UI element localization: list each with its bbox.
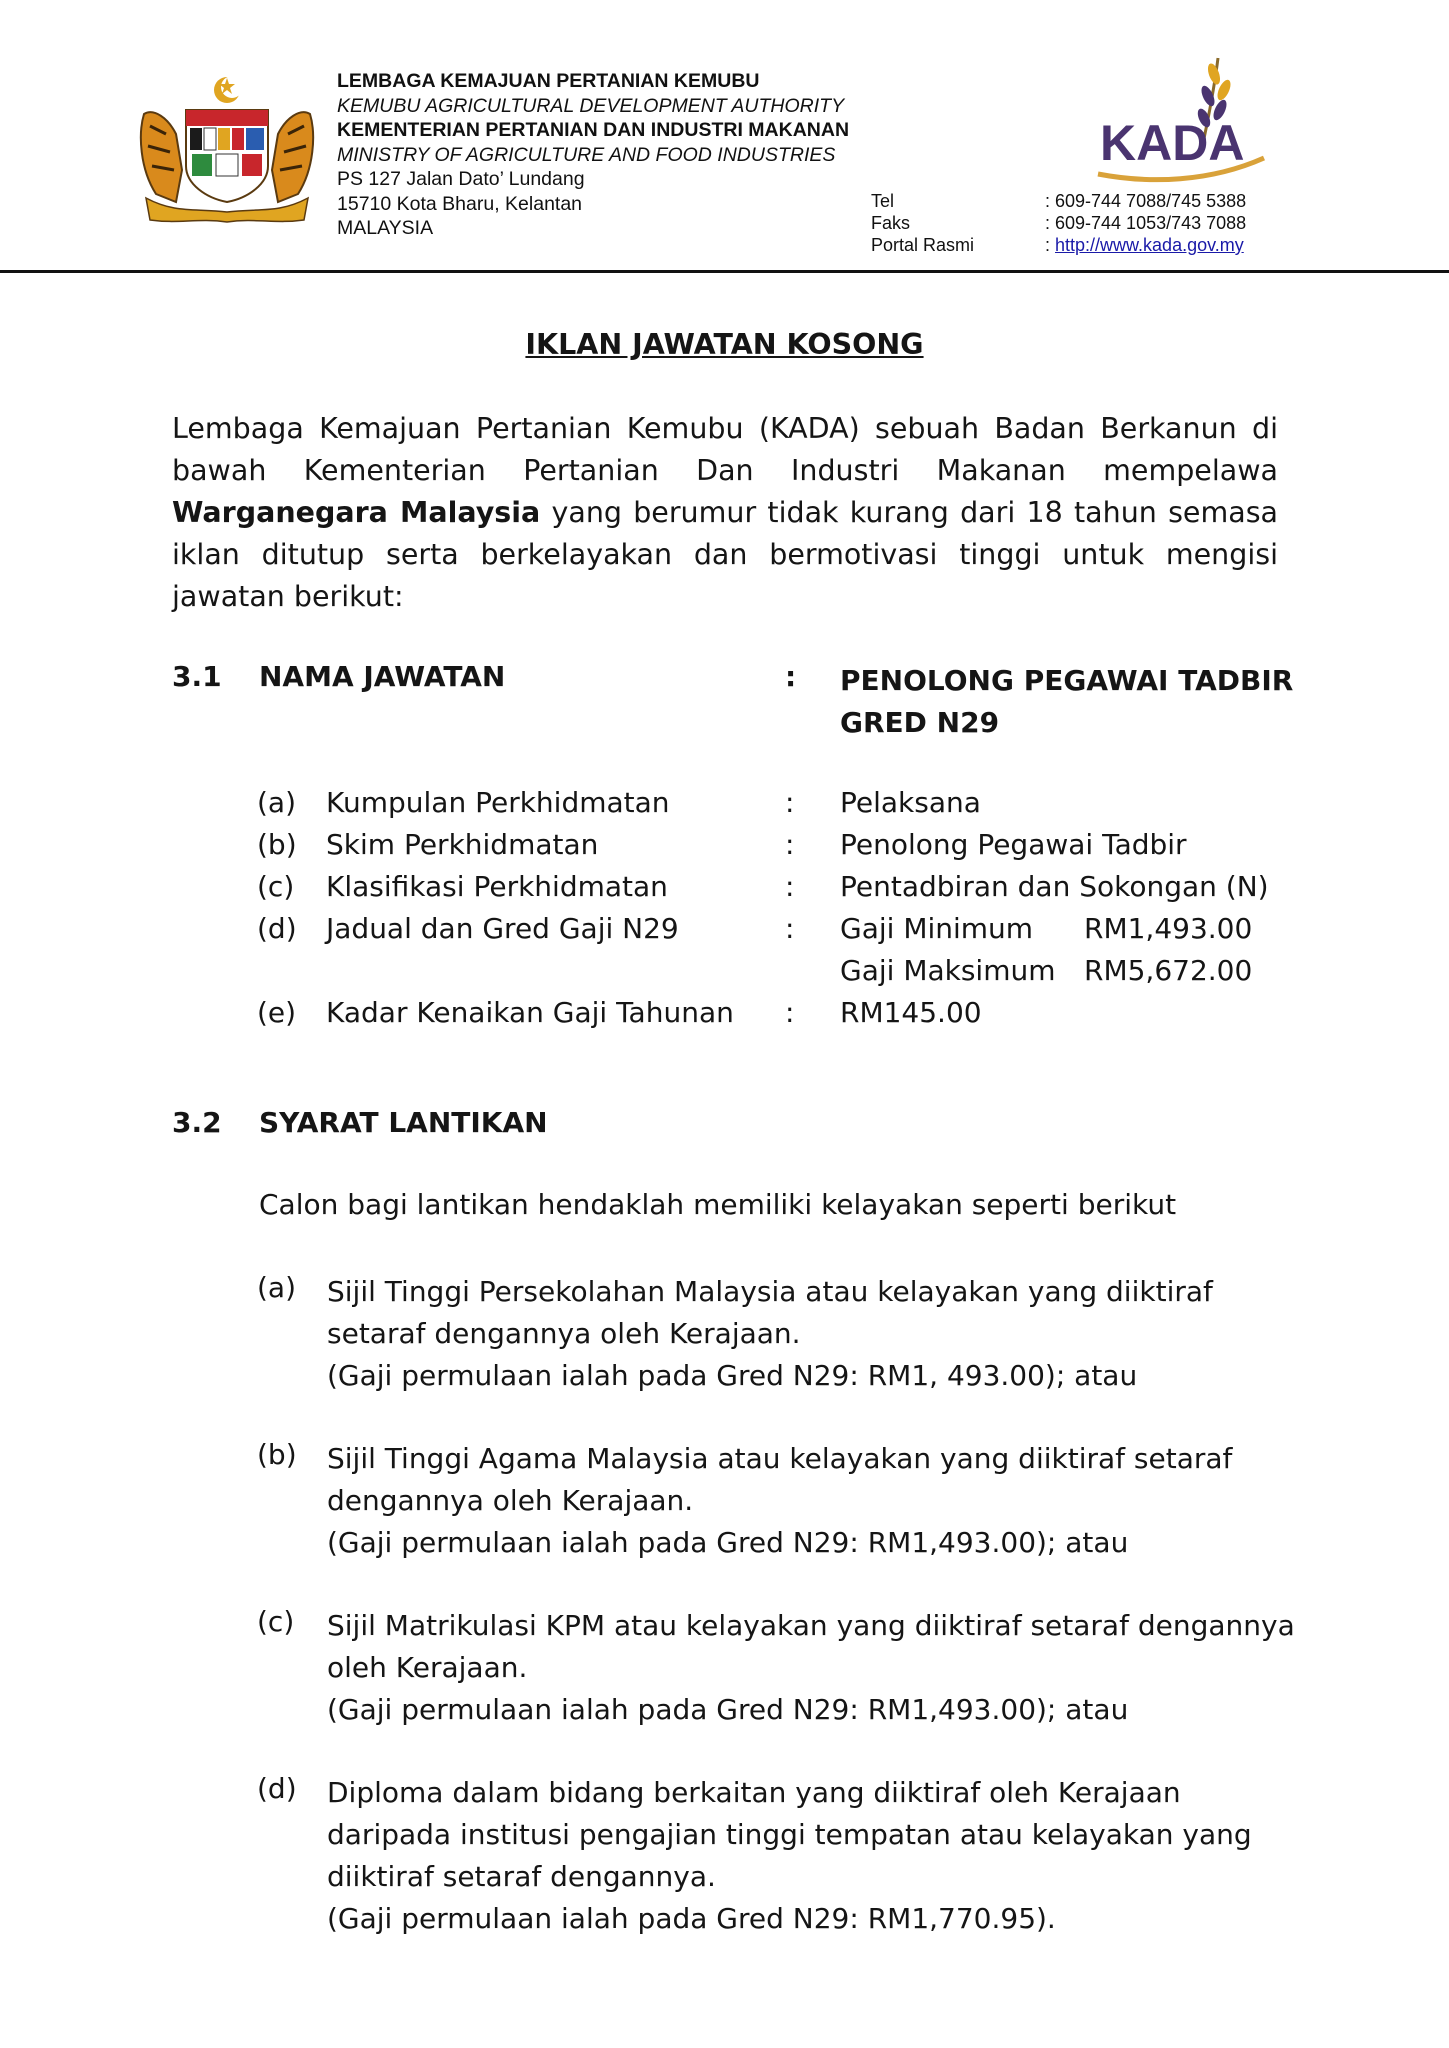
requirement-b-salary: (Gaji permulaan ialah pada Gred N29: RM1,493.00); atau [327,1526,1129,1559]
page-title: IKLAN JAWATAN KOSONG [525,328,924,361]
letterhead [0,0,1449,272]
requirement-c-letter: (c) [257,1605,295,1638]
row-b-colon: : [785,828,795,861]
row-c-colon: : [785,870,795,903]
row-c-value: Pentadbiran dan Sokongan (N) [840,870,1269,903]
ministry-name-malay: KEMENTERIAN PERTANIAN DAN INDUSTRI MAKANAN [337,119,850,141]
requirement-d-text [327,1772,1287,1940]
address-country: MALAYSIA [337,217,434,239]
address-line-1: PS 127 Jalan Dato’ Lundang [337,168,585,190]
ministry-name-english: MINISTRY OF AGRICULTURE AND FOOD INDUSTRIES [337,143,836,166]
row-e-colon: : [785,996,795,1029]
requirement-d-line: diiktiraf setaraf dengannya. [327,1860,716,1893]
row-e-value: RM145.00 [840,996,982,1029]
requirement-c-line: Sijil Matrikulasi KPM atau kelayakan yang diiktiraf setaraf dengannya [327,1609,1295,1642]
row-d-letter: (d) [257,912,297,945]
row-a-colon: : [785,786,795,819]
tel-value: : 609-744 7088/745 5388 [1045,191,1247,211]
requirement-b-text [327,1438,1287,1564]
portal-value [1045,234,1246,256]
requirement-a-line: Sijil Tinggi Persekolahan Malaysia atau kelayakan yang diiktiraf [327,1275,1213,1308]
requirement-c-text [327,1605,1295,1731]
fax-value: : 609-744 1053/743 7088 [1045,213,1247,233]
row-d-field: Jadual dan Gred Gaji N29 [326,912,679,945]
fax-label: Faks [871,213,911,233]
address-line-2: 15710 Kota Bharu, Kelantan [337,192,583,215]
requirement-b-letter: (b) [257,1438,297,1471]
contact-values [1045,190,1246,256]
row-e-field: Kadar Kenaikan Gaji Tahunan [326,996,734,1029]
row-e-letter: (e) [257,996,297,1029]
intro-paragraph [172,408,1278,618]
malaysia-coat-of-arms-icon [136,74,318,224]
organization-address-block [337,69,849,241]
kada-logo-text: KADA [1100,115,1245,171]
kada-logo [1090,50,1270,185]
contact-labels [871,190,974,256]
section-3-2-number: 3.2 [172,1106,222,1139]
portal-prefix: : [1045,235,1056,255]
requirement-a-salary: (Gaji permulaan ialah pada Gred N29: RM1, 493.00); atau [327,1359,1138,1392]
row-a-field: Kumpulan Perkhidmatan [326,786,670,819]
requirement-d-line: daripada institusi pengajian tinggi tempatan atau kelayakan yang [327,1818,1252,1851]
tel-label: Tel [871,191,895,211]
section-3-2-title: SYARAT LANTIKAN [259,1106,548,1139]
position-title [840,660,1293,744]
requirements-intro: Calon bagi lantikan hendaklah memiliki kelayakan seperti berikut [259,1188,1177,1221]
requirement-d-letter: (d) [257,1772,297,1805]
row-b-field: Skim Perkhidmatan [326,828,599,861]
requirement-c-line: oleh Kerajaan. [327,1651,528,1684]
section-3-1-number: 3.1 [172,660,222,693]
requirement-b-line: dengannya oleh Kerajaan. [327,1484,694,1517]
intro-text-end: yang berumur tidak kurang dari 18 tahun semasa iklan ditutup serta berkelayakan dan bermotivasi tinggi untuk mengisi jawatan berikut: [172,496,1279,613]
salary-max-label: Gaji Maksimum [840,954,1056,987]
letterhead-divider [0,270,1449,273]
salary-min-label: Gaji Minimum [840,912,1034,945]
portal-link[interactable]: http://www.kada.gov.my [1055,235,1244,255]
requirement-a-letter: (a) [257,1271,297,1304]
row-c-field: Klasifikasi Perkhidmatan [326,870,668,903]
row-c-letter: (c) [257,870,295,903]
requirement-d-salary: (Gaji permulaan ialah pada Gred N29: RM1,770.95). [327,1902,1056,1935]
requirement-d-line: Diploma dalam bidang berkaitan yang diiktiraf oleh Kerajaan [327,1776,1181,1809]
intro-text-start: Lembaga Kemajuan Pertanian Kemubu (KADA) sebuah Badan Berkanun di bawah Kementerian Pertanian Dan Industri Makanan mempelawa [172,412,1278,487]
salary-min-value: RM1,493.00 [1084,912,1253,945]
row-b-letter: (b) [257,828,297,861]
row-b-value: Penolong Pegawai Tadbir [840,828,1187,861]
section-3-1-title: NAMA JAWATAN [259,660,506,693]
requirement-c-salary: (Gaji permulaan ialah pada Gred N29: RM1,493.00); atau [327,1693,1129,1726]
position-title-line-1: PENOLONG PEGAWAI TADBIR [840,664,1294,697]
row-a-letter: (a) [257,786,297,819]
row-d-colon: : [785,912,795,945]
row-a-value: Pelaksana [840,786,981,819]
section-3-1-colon: : [785,660,797,693]
requirement-a-text [327,1271,1287,1397]
portal-label: Portal Rasmi [871,235,975,255]
org-name-english: KEMUBU AGRICULTURAL DEVELOPMENT AUTHORITY [337,94,845,117]
requirement-a-line: setaraf dengannya oleh Kerajaan. [327,1317,801,1350]
salary-max-value: RM5,672.00 [1084,954,1253,987]
intro-bold-citizens: Warganegara Malaysia [172,496,541,529]
position-title-line-2: GRED N29 [840,706,1000,739]
requirement-b-line: Sijil Tinggi Agama Malaysia atau kelayakan yang diiktiraf setaraf [327,1442,1233,1475]
org-name-malay: LEMBAGA KEMAJUAN PERTANIAN KEMUBU [337,70,760,92]
